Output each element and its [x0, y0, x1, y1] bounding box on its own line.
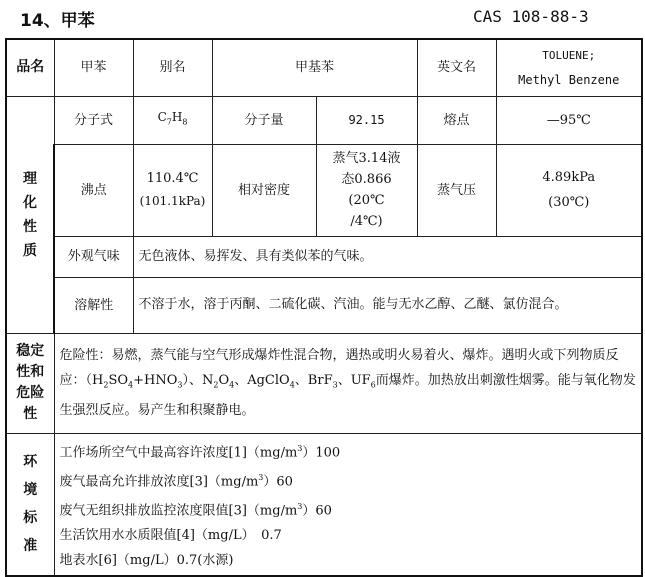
formula-value	[133, 96, 212, 144]
density-label: 相对密度	[212, 144, 316, 236]
stability-text	[54, 333, 642, 433]
name-row	[6, 39, 642, 96]
standard-line	[60, 436, 637, 465]
standard-line	[60, 523, 637, 548]
stability-part2: SO	[108, 373, 129, 389]
stability-part3: +HNO	[133, 373, 178, 389]
english-name-line2: Methyl Benzene	[518, 72, 620, 87]
mp-value: —95℃	[496, 96, 642, 144]
mp-label: 熔点	[417, 96, 496, 144]
document-heading	[0, 0, 645, 38]
stability-part4: ）、N	[182, 373, 214, 389]
stability-part5: O	[218, 373, 230, 389]
environment-section-text: 环境标准	[23, 454, 38, 555]
vp-line2: (30℃)	[548, 195, 590, 210]
english-name-line1: TOLUENE;	[542, 48, 596, 62]
appearance-value: 无色液体、易挥发、具有类似苯的气味。	[133, 236, 642, 277]
standard-text: 生活饮用水水质限值[4]（mg/L） 0.7	[59, 528, 282, 544]
chemical-data-table	[5, 38, 643, 577]
appearance-row	[6, 236, 642, 277]
density-line2: 态0.866	[341, 172, 392, 187]
density-value	[316, 144, 417, 236]
density-line4: /4℃)	[350, 214, 383, 229]
english-name-value	[496, 39, 642, 96]
standard-text: 废气最高允许排放浓度[3]（mg/m	[59, 474, 259, 490]
formula-row	[6, 96, 642, 144]
chemical-title: 14、甲苯	[20, 11, 95, 31]
bp-value	[133, 144, 212, 236]
stability-sub5: 4	[229, 380, 235, 390]
product-name-value: 甲苯	[54, 39, 133, 96]
physical-section-text: 理化性质	[23, 170, 37, 259]
standard-text: 工作场所空气中最高容许浓度[1]（mg/m	[59, 444, 298, 460]
standard-value: ）60	[302, 503, 332, 519]
physical-section-label	[6, 96, 54, 333]
solubility-row	[6, 277, 642, 333]
formula-h: H	[171, 110, 183, 125]
stability-sub8: 6	[370, 380, 376, 390]
standard-line	[60, 465, 637, 494]
standard-line	[60, 548, 637, 573]
alias-label: 别名	[133, 39, 212, 96]
stability-part9: 而爆炸。加热放出刺激性烟雾。能与氧化物发生强烈反应。易产生和积聚静电。	[59, 373, 636, 418]
bp-line1: 110.4℃	[146, 171, 199, 186]
product-name-label: 品名	[6, 39, 54, 96]
standard-text: 地表水[6]（mg/L）0.7(水源)	[59, 553, 234, 569]
alias-value: 甲基苯	[212, 39, 417, 96]
stability-section-label	[6, 333, 54, 433]
stability-part1: 危险性：易燃，蒸气能与空气形成爆炸性混合物，遇热或明火易着火、爆炸。遇明火或下列物质反应：（H	[59, 348, 619, 389]
mw-label: 分子量	[212, 96, 316, 144]
english-name-label: 英文名	[417, 39, 496, 96]
density-line1: 蒸气3.14液	[332, 151, 401, 166]
stability-part6: 、AgClO	[234, 373, 290, 389]
formula-c-sub: 7	[166, 117, 172, 127]
cas-number: CAS 108-88-3	[473, 7, 589, 26]
mw-value: 92.15	[316, 96, 417, 144]
formula-h-sub: 8	[182, 117, 188, 127]
density-line3: (20℃	[348, 193, 385, 208]
environment-row	[6, 433, 642, 576]
stability-sub2: 4	[128, 380, 134, 390]
standard-value: ）100	[302, 444, 341, 460]
stability-sub4: 2	[213, 380, 219, 390]
solubility-value: 不溶于水，溶于丙酮、二硫化碳、汽油。能与无水乙醇、乙醚、氯仿混合。	[133, 277, 642, 333]
stability-sub6: 4	[289, 380, 295, 390]
standard-sup: 3	[297, 443, 303, 453]
stability-row	[6, 333, 642, 433]
stability-part7: 、BrF	[294, 373, 333, 389]
stability-sub3: 3	[177, 380, 183, 390]
standard-line	[60, 494, 637, 523]
environment-standards	[54, 433, 642, 576]
vp-label: 蒸气压	[417, 144, 496, 236]
environment-section-label	[6, 433, 54, 576]
stability-sub7: 3	[332, 380, 338, 390]
stability-part8: 、UF	[337, 373, 371, 389]
boiling-row	[6, 144, 642, 236]
standard-value: ）60	[263, 474, 293, 490]
formula-label: 分子式	[54, 96, 133, 144]
bp-label: 沸点	[54, 144, 133, 236]
standard-sup: 3	[297, 502, 303, 512]
solubility-label: 溶解性	[54, 277, 133, 333]
vp-line1: 4.89kPa	[542, 170, 596, 185]
vp-value	[496, 144, 642, 236]
formula-c: C	[157, 110, 167, 125]
standard-text: 废气无组织排放监控浓度限值[3]（mg/m	[59, 503, 298, 519]
appearance-label: 外观气味	[54, 236, 133, 277]
bp-line2: (101.1kPa)	[139, 194, 206, 208]
stability-sub1: 2	[103, 380, 109, 390]
standard-sup: 3	[258, 472, 264, 482]
stability-section-text: 稳定性和危险性	[16, 343, 45, 422]
